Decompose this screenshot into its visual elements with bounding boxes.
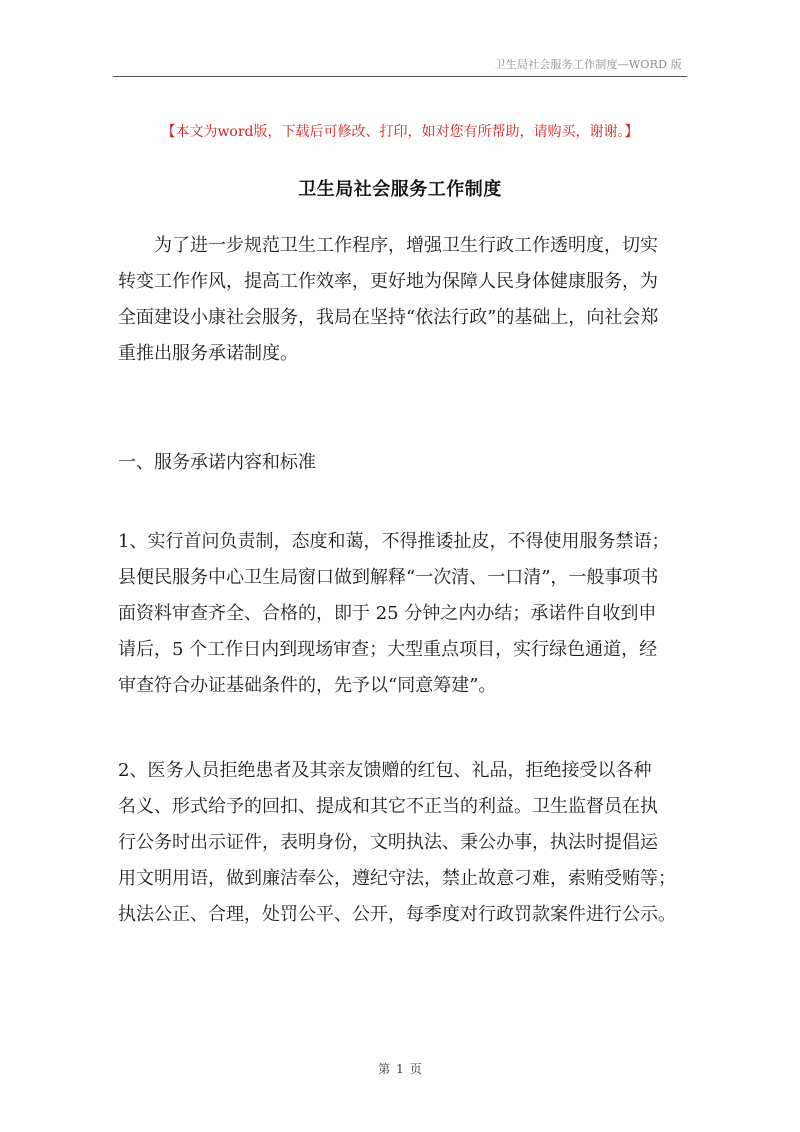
item-1-line: 审查符合办证基础条件的，先予以“同意筹建”。 — [118, 675, 497, 696]
page-prefix: 第 — [378, 1062, 391, 1076]
item-2-line: 行公务时出示证件，表明身份，文明执法、秉公办事，执法时提倡运 — [118, 832, 658, 853]
section-heading-text: 一、服务承诺内容和标准 — [118, 452, 316, 473]
item-1-line: 请后，5 个工作日内到现场审查；大型重点项目，实行绿色通道，经 — [118, 639, 658, 660]
item-1-line: 县便民服务中心卫生局窗口做到解释“一次清、一口清”，一般事项书 — [118, 567, 659, 588]
page-number: 1 — [396, 1062, 404, 1076]
intro-line: 转变工作作风，提高工作效率，更好地为保障人民身体健康服务，为 — [118, 271, 658, 292]
intro-line: 为了进一步规范卫生工作程序，增强卫生行政工作透明度，切实 — [118, 235, 658, 256]
document-title: 卫生局社会服务工作制度 — [298, 179, 502, 200]
intro-line: 全面建设小康社会服务，我局在坚持“依法行政”的基础上，向社会郑 — [118, 307, 659, 328]
intro-paragraph — [118, 228, 686, 372]
item-2-line: 2、医务人员拒绝患者及其亲友馈赠的红包、礼品，拒绝接受以各种 — [118, 760, 652, 781]
item-2-line: 名义、形式给予的回扣、提成和其它不正当的利益。卫生监督员在执 — [118, 796, 658, 817]
intro-line: 重推出服务承诺制度。 — [118, 343, 298, 364]
item-1-line: 1、实行首问负责制，态度和蔼，不得推诿扯皮，不得使用服务禁语； — [118, 531, 670, 552]
item-2-paragraph — [118, 753, 686, 933]
page-suffix: 页 — [409, 1062, 422, 1076]
download-notice: 【本文为word版，下载后可修改、打印，如对您有所帮助，请购买，谢谢。】 — [161, 124, 639, 140]
section-heading — [118, 445, 686, 481]
item-2-line: 执法公正、合理，处罚公平、公开，每季度对行政罚款案件进行公示。 — [118, 904, 676, 925]
page-footer — [0, 1060, 800, 1077]
item-2-line: 用文明用语，做到廉洁奉公，遵纪守法，禁止故意刁难，索贿受贿等； — [118, 868, 676, 889]
item-1-line: 面资料审查齐全、合格的，即于 25 分钟之内办结；承诺件自收到申 — [118, 603, 657, 624]
running-header: 卫生局社会服务工作制度—WORD 版 — [494, 58, 682, 71]
item-1-paragraph — [118, 524, 686, 704]
header-divider — [113, 76, 687, 77]
